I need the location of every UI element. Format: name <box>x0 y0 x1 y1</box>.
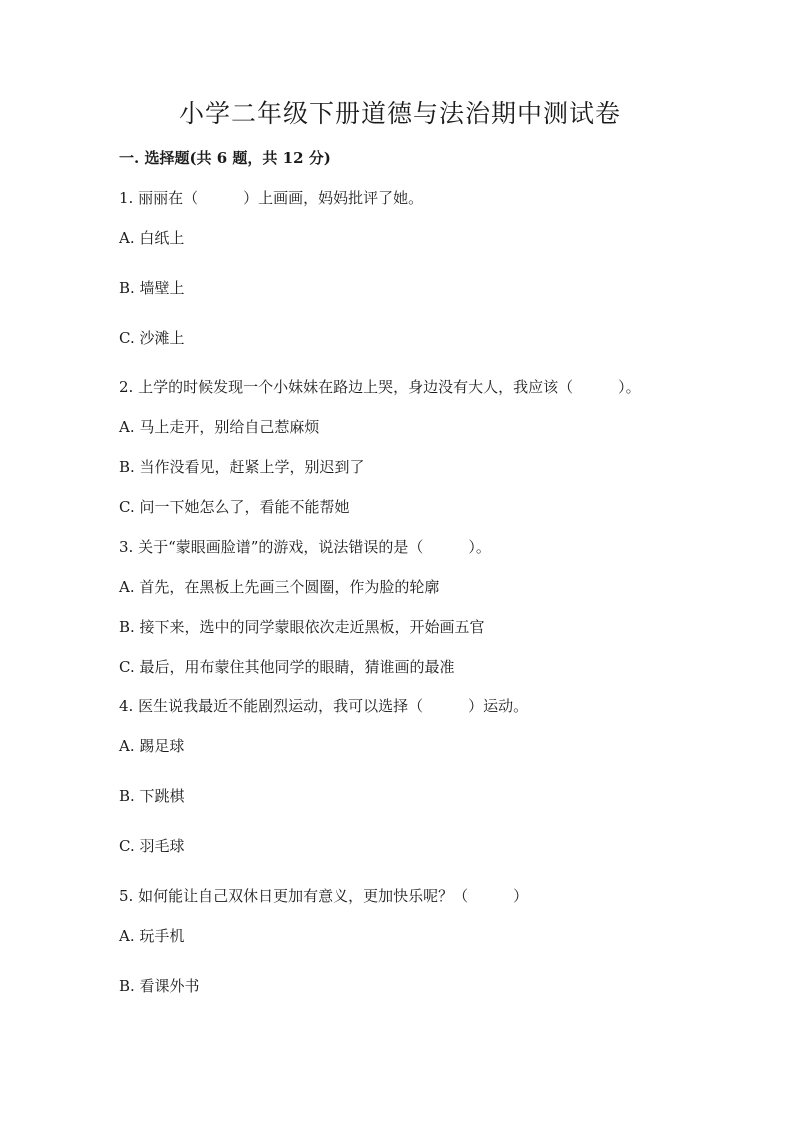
question-1-option-c: C. 沙滩上 <box>119 329 185 347</box>
question-3-option-b: B. 接下来，选中的同学蒙眼依次走近黑板，开始画五官 <box>119 618 485 636</box>
question-1-option-a: A. 白纸上 <box>119 229 185 247</box>
question-4-option-b: B. 下跳棋 <box>119 787 185 805</box>
question-1-stem: 1. 丽丽在（ ）上画画，妈妈批评了她。 <box>119 189 424 207</box>
question-5-option-a: A. 玩手机 <box>119 927 185 945</box>
question-4-option-a: A. 踢足球 <box>119 737 185 755</box>
question-5-stem: 5. 如何能让自己双休日更加有意义，更加快乐呢？（ ） <box>119 887 529 905</box>
question-2-option-c: C. 问一下她怎么了，看能不能帮她 <box>119 498 350 516</box>
question-3-option-c: C. 最后，用布蒙住其他同学的眼睛，猜谁画的最准 <box>119 658 455 676</box>
question-2-option-b: B. 当作没看见，赶紧上学，别迟到了 <box>119 458 365 476</box>
question-4-option-c: C. 羽毛球 <box>119 837 185 855</box>
question-2-option-a: A. 马上走开，别给自己惹麻烦 <box>119 418 320 436</box>
question-5-option-b: B. 看课外书 <box>119 977 200 995</box>
page-title: 小学二年级下册道德与法治期中测试卷 <box>178 99 621 128</box>
question-2-stem: 2. 上学的时候发现一个小妹妹在路边上哭，身边没有大人，我应该（ ）。 <box>119 378 641 396</box>
question-3-option-a: A. 首先，在黑板上先画三个圆圈，作为脸的轮廓 <box>119 578 440 596</box>
question-1-option-b: B. 墙壁上 <box>119 279 185 297</box>
question-4-stem: 4. 医生说我最近不能剧烈运动，我可以选择（ ）运动。 <box>119 697 529 715</box>
question-3-stem: 3. 关于“蒙眼画脸谱”的游戏，说法错误的是（ ）。 <box>119 538 491 556</box>
section-heading: 一. 选择题(共 6 题，共 12 分) <box>119 149 331 167</box>
